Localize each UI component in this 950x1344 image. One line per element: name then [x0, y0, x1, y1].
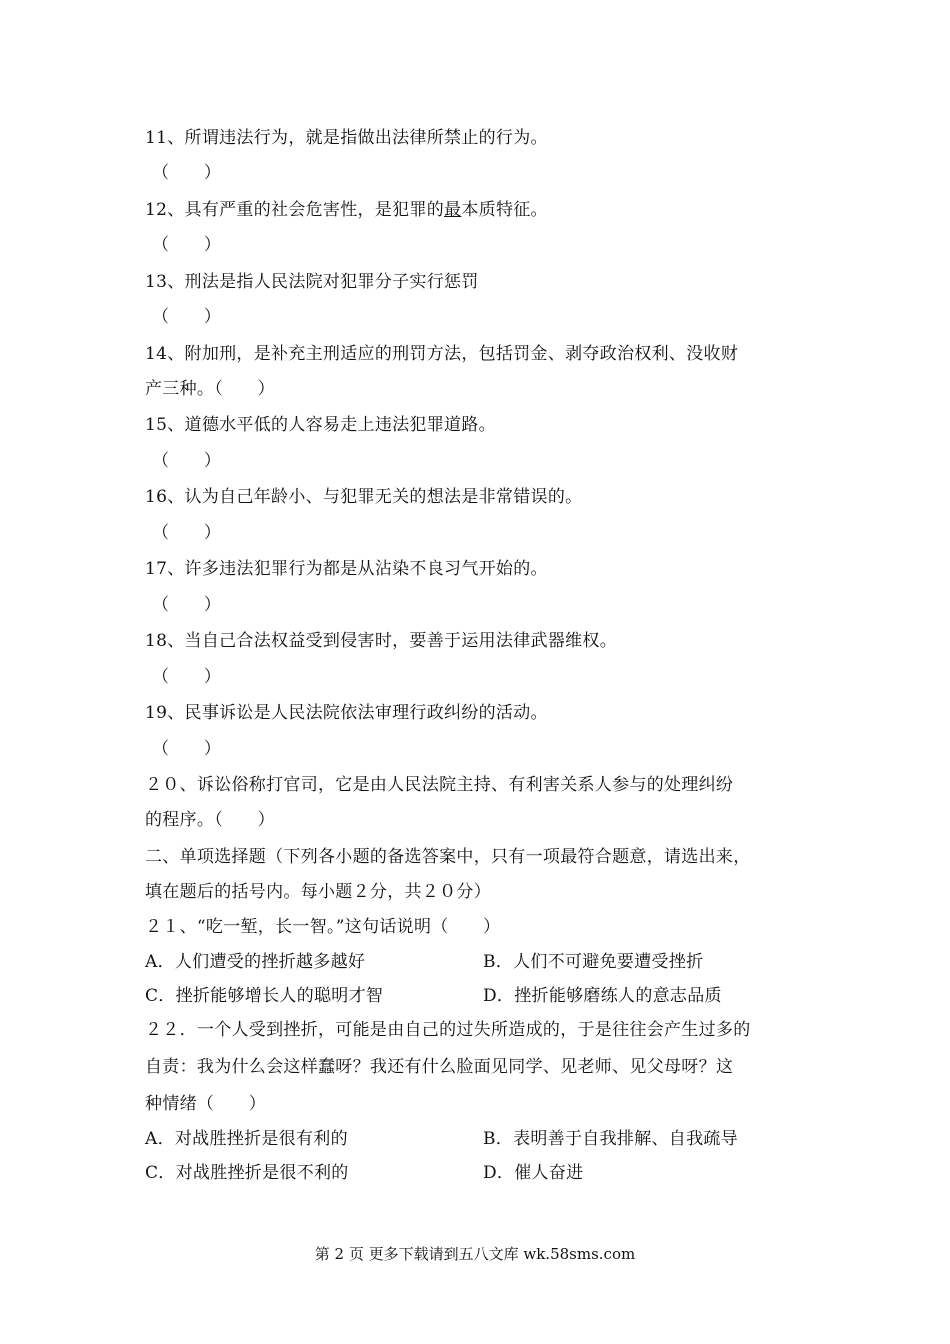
question-11: 11、所谓违法行为，就是指做出法律所禁止的行为。: [145, 128, 548, 148]
question-16: 16、认为自己年龄小、与犯罪无关的想法是非常错误的。: [145, 487, 583, 507]
question-19: 19、民事诉讼是人民法院依法审理行政纠纷的活动。: [145, 703, 548, 723]
answer-paren-13: （ ）: [152, 307, 222, 327]
question-14-continued: 产三种。（ ）: [145, 379, 275, 399]
question-17: 17、许多违法犯罪行为都是从沾染不良习气开始的。: [145, 559, 548, 579]
question-21-option-c: C．挫折能够增长人的聪明才智: [145, 986, 384, 1006]
question-20-continued: 的程序。（ ）: [145, 810, 275, 830]
question-22-stem: ２２．一个人受到挫折，可能是由自己的过失所造成的，于是往往会产生过多的: [145, 1020, 751, 1040]
question-22-stem-line-2: 自责：我为什么会这样蠢呀？我还有什么脸面见同学、见老师、见父母呀？这: [145, 1057, 734, 1077]
question-18: 18、当自己合法权益受到侵害时，要善于运用法律武器维权。: [145, 631, 618, 651]
question-12-text-b: 本质特征。: [461, 200, 548, 220]
question-22-option-a: A．对战胜挫折是很有利的: [145, 1129, 348, 1149]
answer-paren-17: （ ）: [152, 595, 222, 615]
question-14: 14、附加刑，是补充主刑适应的刑罚方法，包括罚金、剥夺政治权利、没收财: [145, 344, 739, 364]
question-12-underlined-word: 最: [444, 200, 462, 220]
question-12-text-a: 12、具有严重的社会危害性，是犯罪的: [145, 200, 445, 220]
question-21-option-a: A．人们遭受的挫折越多越好: [145, 952, 366, 972]
answer-paren-12: （ ）: [152, 235, 222, 255]
question-21-stem: ２１、“吃一堑，长一智。”这句话说明（ ）: [145, 917, 501, 937]
question-22-option-b: B．表明善于自我排解、自我疏导: [483, 1129, 738, 1149]
answer-paren-19: （ ）: [152, 739, 222, 759]
answer-paren-15: （ ）: [152, 451, 222, 471]
question-22-stem-line-3: 种情绪（ ）: [145, 1094, 267, 1114]
question-20: ２０、诉讼俗称打官司，它是由人民法院主持、有利害关系人参与的处理纠纷: [145, 775, 734, 795]
section-2-heading: 二、单项选择题（下列各小题的备选答案中，只有一项最符合题意，请选出来，: [145, 847, 751, 867]
question-13: 13、刑法是指人民法院对犯罪分子实行惩罚: [145, 272, 479, 292]
question-21-option-b: B．人们不可避免要遭受挫折: [483, 952, 704, 972]
answer-paren-18: （ ）: [152, 667, 222, 687]
question-15: 15、道德水平低的人容易走上违法犯罪道路。: [145, 415, 496, 435]
question-12: [145, 198, 548, 222]
answer-paren-11: （ ）: [152, 163, 222, 183]
section-2-heading-continued: 填在题后的括号内。每小题２分，共２０分）: [145, 882, 491, 902]
question-21-option-d: D．挫折能够磨练人的意志品质: [483, 986, 722, 1006]
answer-paren-16: （ ）: [152, 523, 222, 543]
page-footer: 第 2 页 更多下载请到五八文库 wk.58sms.com: [314, 1245, 636, 1263]
question-22-option-d: D．催人奋进: [483, 1163, 584, 1183]
question-22-option-c: C．对战胜挫折是很不利的: [145, 1163, 349, 1183]
